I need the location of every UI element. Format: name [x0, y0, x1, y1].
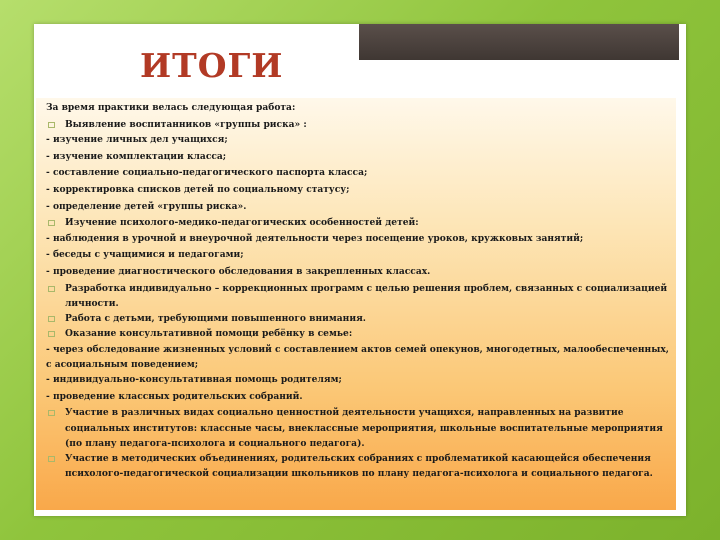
list-item: - проведение диагностического обследования в закрепленных классах. [46, 266, 431, 278]
list-item-text: Оказание консультативной помощи ребёнку в семье: [65, 328, 353, 340]
list-item: - составление социально-педагогического паспорта класса; [46, 167, 368, 179]
square-bullet-icon [48, 410, 55, 416]
list-item-text: Участие в методических объединениях, родительских собраниях с проблематикой касающейся обеспечения психолого-педагогической социализации школьников по плану педагога-психолога и социального педагога. [65, 452, 653, 480]
square-bullet-icon [48, 316, 55, 322]
list-item [46, 215, 670, 230]
square-bullet-icon [48, 286, 55, 292]
list-item: - наблюдения в урочной и внеурочной деятельности через посещение уроков, кружковых занятий; [46, 232, 584, 244]
list-item: - изучение комплектации класса; [46, 150, 227, 162]
square-bullet-icon [48, 220, 55, 226]
list-item-text: Разработка индивидуально – коррекционных программ с целью решения проблем, связанных с социализацией личности. [65, 282, 668, 309]
slide-title: ИТОГИ [140, 46, 284, 85]
list-item-text: Участие в различных видах социально ценностной деятельности учащихся, направленных на развитие социальных институтов: классные часы, внеклассные мероприятия, школьные воспитательные мероприятия (по плану педагога-психолога и социального педагога). [65, 407, 663, 449]
list-item: - определение детей «группы риска». [46, 200, 247, 212]
list-item-text: Выявление воспитанников «группы риска» : [65, 118, 307, 130]
slide-panel [34, 24, 686, 516]
list-item: - индивидуально-консультативная помощь родителям; [46, 373, 342, 385]
list-item [46, 281, 670, 311]
list-item: - беседы с учащимися и педагогами; [46, 249, 244, 261]
list-item: - проведение классных родительских собраний. [46, 390, 303, 402]
list-item [46, 451, 670, 481]
content-box [36, 98, 676, 510]
square-bullet-icon [48, 331, 55, 337]
list-item [46, 405, 670, 451]
list-item [46, 311, 670, 326]
list-item: - изучение личных дел учащихся; [46, 133, 228, 145]
list-item-text: Изучение психолого-медико-педагогических особенностей детей: [65, 217, 419, 229]
list-item: - через обследование жизненных условий с составлением актов семей опекунов, многодетных, малообеспеченных, с асоциальным поведением; [46, 343, 669, 370]
intro-text: За время практики велась следующая работа: [46, 102, 296, 113]
title-accent-bar [359, 24, 679, 60]
square-bullet-icon [48, 122, 55, 128]
square-bullet-icon [48, 456, 55, 462]
list-item: - корректировка списков детей по социальному статусу; [46, 184, 350, 196]
list-item [46, 117, 670, 132]
list-item [46, 326, 670, 341]
list-item-text: Работа с детьми, требующими повышенного внимания. [65, 313, 366, 325]
